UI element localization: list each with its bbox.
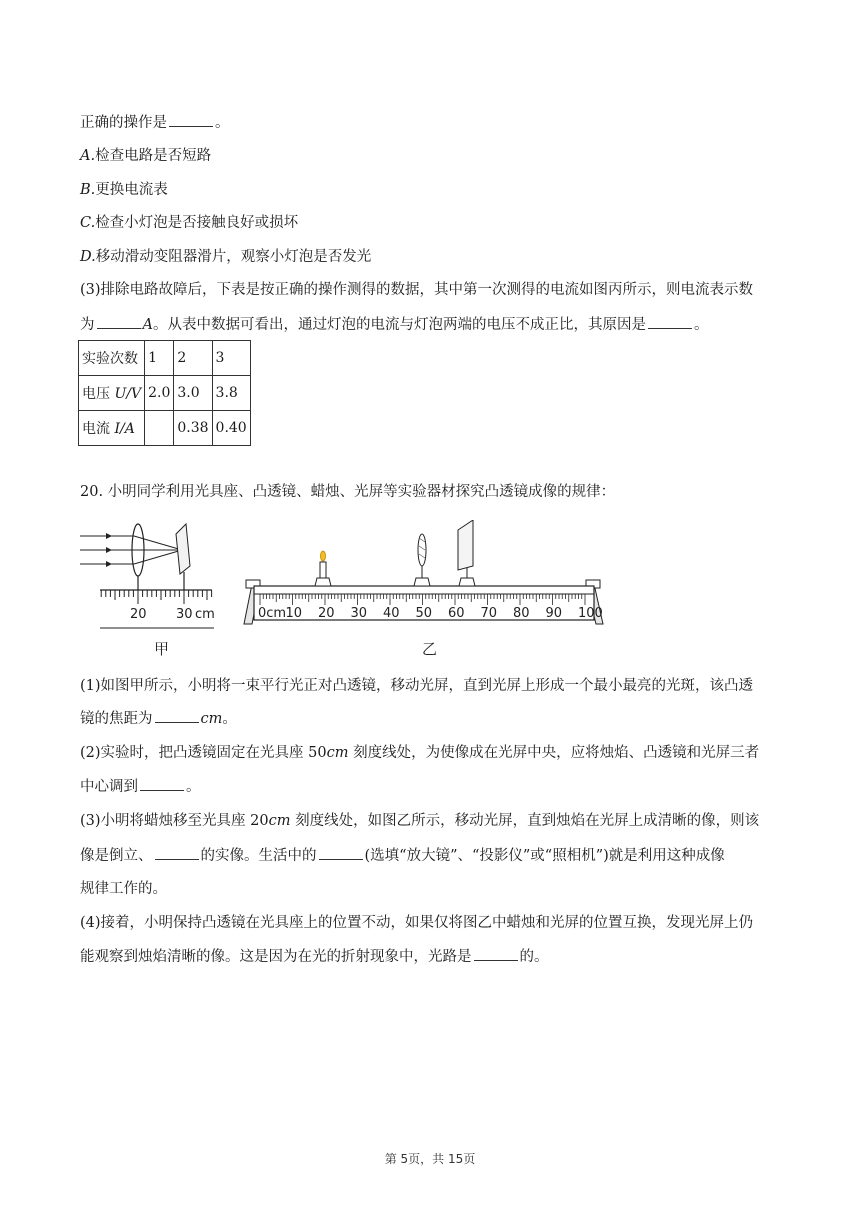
data-table xyxy=(78,340,251,446)
caption-jia: 甲 xyxy=(154,640,170,658)
yi-tick-label: 100 xyxy=(578,606,603,621)
q19-part3-line1: (3)排除电路故障后，下表是按正确的操作测得的数据，其中第一次测得的电流如图丙所示，则电流表示数 xyxy=(80,282,754,298)
jia-unit: cm xyxy=(195,607,215,622)
q20-title: 20. 小明同学利用光具座、凸透镜、蜡烛、光屏等实验器材探究凸透镜成像的规律： xyxy=(80,484,616,500)
q19-option-a: A.检查电路是否短路 xyxy=(80,148,212,164)
q20-part3-line2: 像是倒立、 的实像。生活中的 (选填“放大镜”、“投影仪”或“照相机”)就是利用这种成像 xyxy=(80,845,725,866)
screen-icon xyxy=(458,520,475,586)
table-row: 电流 I/A 0.38 0.40 xyxy=(79,411,251,446)
q19-option-c: C.检查小灯泡是否接触良好或损坏 xyxy=(80,215,299,231)
jia-tick-30: 30 xyxy=(176,607,193,622)
answer-blank[interactable] xyxy=(319,845,363,860)
yi-tick-label: 20 xyxy=(318,606,335,621)
answer-blank[interactable] xyxy=(140,776,184,791)
yi-tick-label: 70 xyxy=(480,606,498,621)
q20-part3-line1: (3)小明将蜡烛移至光具座 20cm 刻度线处，如图乙所示，移动光屏，直到烛焰在光屏上成清晰的像，则该 xyxy=(80,813,760,829)
yi-tick-label: 50 xyxy=(415,606,433,621)
q20-part2-line2: 中心调到 。 xyxy=(80,776,201,797)
figure-jia xyxy=(80,524,215,658)
yi-tick-label: 60 xyxy=(448,606,465,621)
q20-part1-line2: 镜的焦距为 cm。 xyxy=(80,708,237,729)
q19-part3-line2: 为 A。从表中数据可看出，通过灯泡的电流与灯泡两端的电压不成正比，其原因是 。 xyxy=(80,314,708,335)
q20-part4-line2: 能观察到烛焰清晰的像。这是因为在光的折射现象中，光路是 的。 xyxy=(80,946,549,967)
yi-tick-label: 80 xyxy=(513,606,530,621)
q20-part4-line1: (4)接着，小明保持凸透镜在光具座上的位置不动，如果仅将图乙中蜡烛和光屏的位置互换，发现光屏上仍 xyxy=(80,915,754,931)
yi-tick-label: 40 xyxy=(383,606,400,621)
page-footer: 第 5页，共 15页 xyxy=(384,1152,476,1166)
jia-tick-20: 20 xyxy=(130,607,147,622)
yi-tick-label: 10 xyxy=(285,606,303,621)
answer-blank[interactable] xyxy=(97,314,141,329)
q20-part1-line1: (1)如图甲所示，小明将一束平行光正对凸透镜，移动光屏，直到光屏上形成一个最小最亮的光斑，该凸透 xyxy=(80,678,754,694)
q19-option-d: D.移动滑动变阻器滑片，观察小灯泡是否发光 xyxy=(80,249,372,265)
q19-lead-line: 正确的操作是 。 xyxy=(80,112,230,133)
yi-tick-label: 0cm xyxy=(258,606,287,621)
convex-lens-icon xyxy=(414,534,430,586)
answer-blank[interactable] xyxy=(155,708,199,723)
optics-figures xyxy=(76,520,606,660)
q19-option-b: B.更换电流表 xyxy=(80,182,168,198)
answer-blank[interactable] xyxy=(648,314,692,329)
q20-part2-line1: (2)实验时，把凸透镜固定在光具座 50cm 刻度线处，为使像成在光屏中央，应将烛焰、凸透镜和光屏三者 xyxy=(80,745,760,761)
answer-blank[interactable] xyxy=(169,112,213,127)
q20-part3-line3: 规律工作的。 xyxy=(80,881,167,897)
yi-tick-label: 30 xyxy=(350,606,368,621)
answer-blank[interactable] xyxy=(474,946,518,961)
q19-lead: 正确的操作是 xyxy=(80,115,167,131)
candle-icon xyxy=(315,551,331,586)
figure-yi xyxy=(244,520,603,658)
yi-tick-label: 90 xyxy=(545,606,563,621)
answer-blank[interactable] xyxy=(155,845,199,860)
screen-icon xyxy=(176,524,190,574)
table-row: 实验次数 1 2 3 xyxy=(79,341,251,376)
table-row: 电压 U/V 2.0 3.0 3.8 xyxy=(79,376,251,411)
caption-yi: 乙 xyxy=(422,640,438,658)
